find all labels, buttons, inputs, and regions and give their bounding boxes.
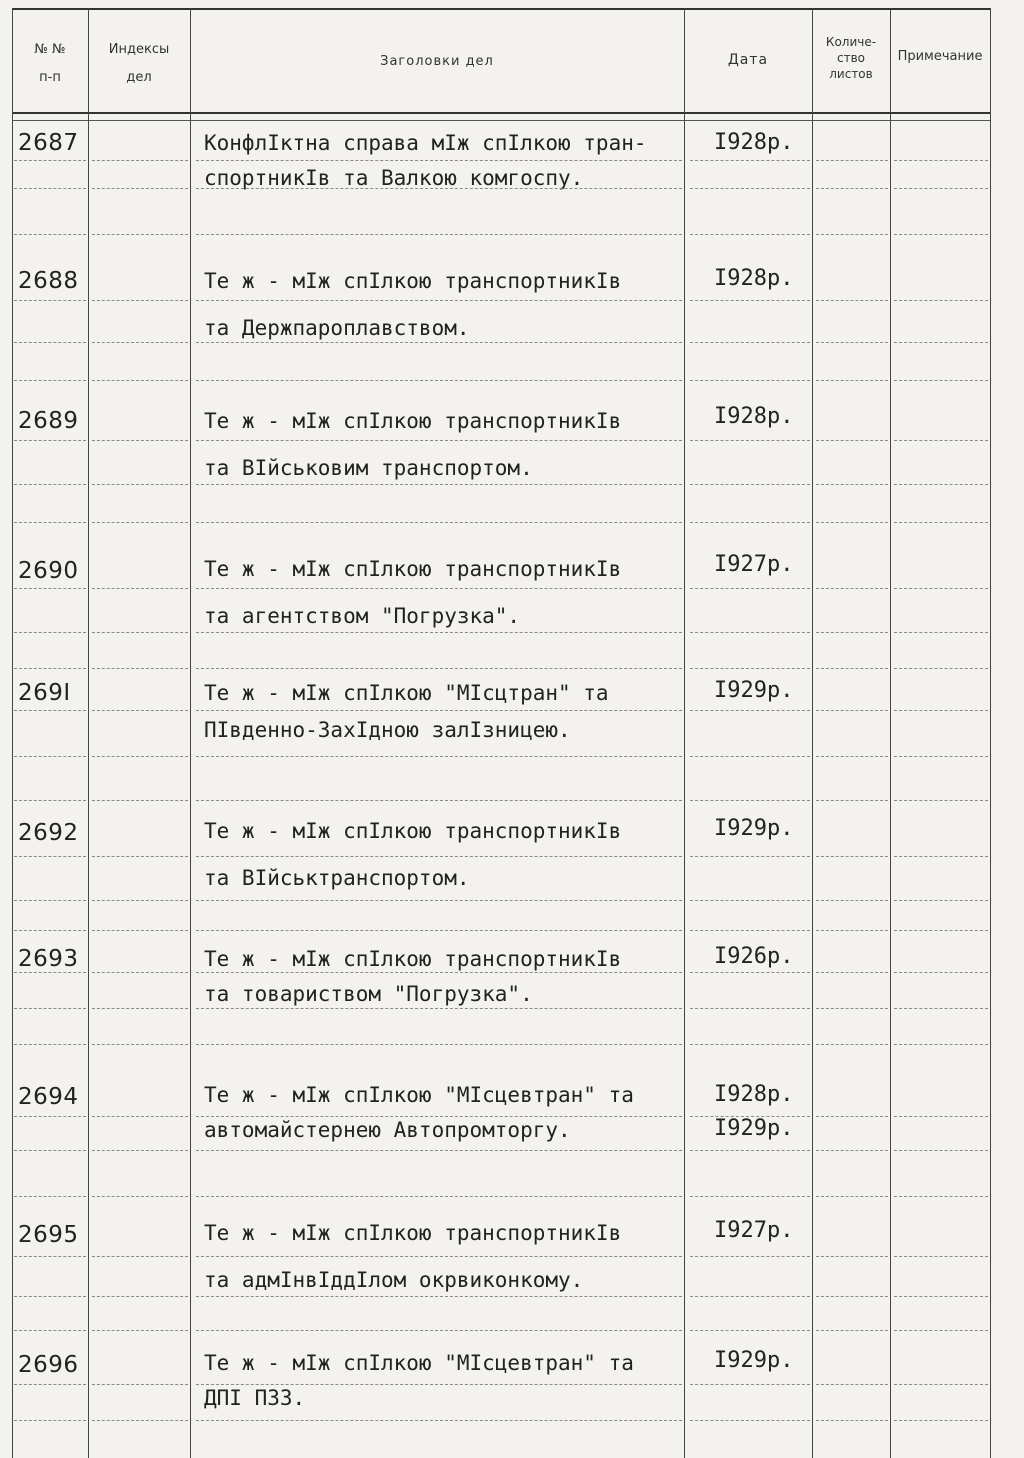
guideline — [690, 1196, 810, 1197]
guideline — [92, 1196, 188, 1197]
guideline — [92, 1420, 188, 1421]
row-title — [204, 1072, 694, 1154]
guideline — [816, 440, 888, 441]
guideline — [196, 1330, 682, 1331]
guideline — [690, 710, 810, 711]
guideline — [196, 756, 682, 757]
guideline — [92, 856, 188, 857]
guideline — [92, 756, 188, 757]
row-date-1: I927р. — [714, 1218, 794, 1243]
guideline — [92, 900, 188, 901]
guideline — [196, 930, 682, 931]
guideline — [690, 668, 810, 669]
guideline — [14, 342, 86, 343]
row-date-1: I927р. — [714, 552, 794, 577]
guideline — [894, 1330, 988, 1331]
row-number: 2689 — [18, 408, 79, 434]
guideline — [14, 300, 86, 301]
guideline — [690, 440, 810, 441]
row-date — [714, 1344, 793, 1378]
guideline — [196, 1420, 682, 1421]
guideline — [690, 522, 810, 523]
row-date — [714, 1214, 793, 1248]
guideline — [690, 1330, 810, 1331]
guideline — [816, 1296, 888, 1297]
guideline — [816, 632, 888, 633]
guideline — [816, 668, 888, 669]
row-title-line1: Те ж - мIж спIлкою транспортникIв — [204, 947, 622, 971]
row-title-line2: та агентством "Погрузка". — [204, 604, 521, 628]
guideline — [690, 1150, 810, 1151]
guideline — [14, 930, 86, 931]
guideline — [196, 1384, 682, 1385]
guideline — [690, 1256, 810, 1257]
guideline — [14, 1044, 86, 1045]
guideline — [894, 1256, 988, 1257]
guideline — [816, 522, 888, 523]
guideline — [14, 1384, 86, 1385]
column-border — [12, 8, 13, 1458]
column-border — [812, 8, 813, 1458]
row-title-line2: ПIвденно-ЗахIдною залIзницею. — [204, 718, 571, 742]
guideline — [894, 972, 988, 973]
row-number: 2687 — [18, 130, 79, 156]
guideline — [894, 160, 988, 161]
row-title-line1: Те ж - мIж спIлкою транспортникIв — [204, 1221, 622, 1245]
guideline — [690, 588, 810, 589]
guideline — [92, 1116, 188, 1117]
guideline — [14, 188, 86, 189]
guideline — [196, 160, 682, 161]
header-index — [90, 40, 188, 88]
guideline — [894, 1420, 988, 1421]
row-date-2: I929р. — [714, 1116, 794, 1141]
guideline — [92, 1330, 188, 1331]
guideline — [14, 160, 86, 161]
row-date-1: I929р. — [714, 678, 794, 703]
row-title — [204, 1210, 694, 1304]
guideline — [92, 1384, 188, 1385]
guideline — [92, 800, 188, 801]
guideline — [894, 300, 988, 301]
guideline — [196, 300, 682, 301]
guideline — [816, 1420, 888, 1421]
guideline — [196, 1296, 682, 1297]
guideline — [196, 1256, 682, 1257]
guideline — [196, 1196, 682, 1197]
guideline — [894, 1196, 988, 1197]
guideline — [14, 856, 86, 857]
guideline — [690, 756, 810, 757]
guideline — [92, 188, 188, 189]
row-title-line2: спортникIв та Валкою комгоспу. — [204, 166, 584, 190]
guideline — [196, 588, 682, 589]
guideline — [196, 188, 682, 189]
guideline — [14, 1420, 86, 1421]
column-border — [990, 8, 991, 1458]
row-title-line1: КонфлIктна справа мIж спIлкою тран- — [204, 131, 647, 155]
row-title — [204, 670, 694, 754]
guideline — [196, 1116, 682, 1117]
header-index-line2: дел — [126, 70, 152, 86]
guideline — [894, 756, 988, 757]
guideline — [196, 234, 682, 235]
row-date-1: I928р. — [714, 130, 794, 155]
guideline — [92, 1256, 188, 1257]
header-number — [12, 40, 88, 88]
guideline — [816, 1384, 888, 1385]
guideline — [816, 1196, 888, 1197]
guideline — [690, 972, 810, 973]
guideline — [14, 632, 86, 633]
guideline — [196, 440, 682, 441]
guideline — [14, 234, 86, 235]
header-title: Заголовки дел — [380, 54, 494, 69]
guideline — [894, 1116, 988, 1117]
row-title — [204, 1340, 694, 1422]
guideline — [894, 234, 988, 235]
guideline — [816, 234, 888, 235]
guideline — [92, 484, 188, 485]
header-number-line2: п-п — [39, 70, 61, 86]
guideline — [690, 856, 810, 857]
guideline — [894, 710, 988, 711]
guideline — [92, 710, 188, 711]
row-title-line2: автомайстернею Автопромторгу. — [204, 1118, 571, 1142]
guideline — [690, 380, 810, 381]
guideline — [14, 484, 86, 485]
guideline — [196, 380, 682, 381]
header-index-line1: Индексы — [108, 42, 170, 57]
guideline — [14, 588, 86, 589]
guideline — [690, 1116, 810, 1117]
guideline — [894, 342, 988, 343]
guideline — [816, 856, 888, 857]
row-date — [714, 812, 793, 846]
header-count-line3: листов — [829, 67, 873, 82]
guideline — [816, 342, 888, 343]
guideline — [14, 1196, 86, 1197]
guideline — [92, 972, 188, 973]
row-number: 2692 — [18, 820, 79, 846]
guideline — [92, 1044, 188, 1045]
row-date-1: I928р. — [714, 266, 794, 291]
guideline — [196, 972, 682, 973]
guideline — [894, 440, 988, 441]
row-title-line2: ДПI П33. — [204, 1386, 306, 1410]
row-date-1: I926р. — [714, 944, 794, 969]
guideline — [196, 900, 682, 901]
row-title — [204, 808, 694, 902]
guideline — [92, 440, 188, 441]
guideline — [14, 668, 86, 669]
guideline — [816, 160, 888, 161]
guideline — [14, 1296, 86, 1297]
row-title-line2: та адмIнвIддIлом окрвиконкому. — [204, 1268, 584, 1292]
header-note: Примечание — [897, 49, 983, 64]
guideline — [196, 484, 682, 485]
guideline — [92, 1008, 188, 1009]
guideline — [690, 1384, 810, 1385]
guideline — [816, 1150, 888, 1151]
row-number: 2693 — [18, 946, 79, 972]
guideline — [690, 342, 810, 343]
row-date — [714, 674, 793, 708]
guideline — [690, 188, 810, 189]
guideline — [14, 900, 86, 901]
guideline — [92, 668, 188, 669]
row-title — [204, 258, 694, 352]
guideline — [14, 710, 86, 711]
guideline — [690, 632, 810, 633]
guideline — [690, 300, 810, 301]
guideline — [690, 160, 810, 161]
guideline — [894, 1008, 988, 1009]
guideline — [816, 800, 888, 801]
guideline — [14, 522, 86, 523]
guideline — [894, 588, 988, 589]
guideline — [816, 1008, 888, 1009]
row-number: 2696 — [18, 1352, 79, 1378]
guideline — [894, 1296, 988, 1297]
row-title-line2: та ВIйськтранспортом. — [204, 866, 470, 890]
header-count-line2: ство — [836, 51, 865, 66]
guideline — [894, 856, 988, 857]
guideline — [92, 380, 188, 381]
column-border — [190, 8, 191, 1458]
row-number: 2690 — [18, 558, 79, 584]
guideline — [816, 300, 888, 301]
guideline — [690, 800, 810, 801]
guideline — [894, 668, 988, 669]
row-title-line2: та Держпароплавством. — [204, 316, 470, 340]
guideline — [894, 484, 988, 485]
guideline — [894, 380, 988, 381]
guideline — [894, 188, 988, 189]
column-border — [890, 8, 891, 1458]
guideline — [92, 234, 188, 235]
guideline — [196, 1008, 682, 1009]
row-date — [714, 940, 793, 974]
row-title-line2: та ВIйськовим транспортом. — [204, 456, 533, 480]
guideline — [14, 380, 86, 381]
guideline — [14, 1008, 86, 1009]
guideline — [816, 710, 888, 711]
guideline — [894, 1044, 988, 1045]
row-number: 269I — [18, 680, 71, 706]
guideline — [92, 522, 188, 523]
row-title — [204, 936, 694, 1018]
guideline — [92, 1296, 188, 1297]
guideline — [894, 800, 988, 801]
guideline — [196, 1150, 682, 1151]
row-date — [714, 400, 793, 434]
header-sheet-count — [812, 34, 890, 83]
header-bottom-border — [12, 112, 990, 114]
guideline — [816, 1116, 888, 1117]
row-date-1: I928р. — [714, 404, 794, 429]
row-date — [714, 1078, 793, 1146]
row-date — [714, 126, 793, 160]
column-border — [88, 8, 89, 1458]
row-number: 2688 — [18, 268, 79, 294]
row-title-line1: Те ж - мIж спIлкою "МIсцевтран" та — [204, 1083, 634, 1107]
guideline — [196, 856, 682, 857]
guideline — [894, 522, 988, 523]
row-date-1: I929р. — [714, 1348, 794, 1373]
header-date: Дата — [727, 52, 769, 68]
guideline — [816, 588, 888, 589]
row-title — [204, 546, 694, 640]
row-number: 2694 — [18, 1084, 79, 1110]
table-top-border — [12, 8, 990, 10]
guideline — [690, 1044, 810, 1045]
guideline — [816, 1330, 888, 1331]
guideline — [816, 900, 888, 901]
guideline — [894, 632, 988, 633]
row-title-line1: Те ж - мIж спIлкою "МIсцтран" та — [204, 681, 609, 705]
guideline — [14, 1256, 86, 1257]
guideline — [196, 710, 682, 711]
guideline — [14, 440, 86, 441]
guideline — [196, 800, 682, 801]
guideline — [690, 1008, 810, 1009]
guideline — [690, 484, 810, 485]
guideline — [894, 930, 988, 931]
guideline — [816, 380, 888, 381]
guideline — [196, 632, 682, 633]
guideline — [816, 1256, 888, 1257]
guideline — [690, 234, 810, 235]
guideline — [14, 1116, 86, 1117]
guideline — [196, 342, 682, 343]
guideline — [196, 522, 682, 523]
guideline — [196, 668, 682, 669]
row-title-line2: та товариством "Погрузка". — [204, 982, 533, 1006]
header-count-line1: Количе- — [825, 35, 877, 49]
guideline — [92, 342, 188, 343]
row-title-line1: Те ж - мIж спIлкою "МIсцевтран" та — [204, 1351, 634, 1375]
row-title-line1: Те ж - мIж спIлкою транспортникIв — [204, 819, 622, 843]
guideline — [894, 1150, 988, 1151]
guideline — [92, 588, 188, 589]
row-title-line1: Те ж - мIж спIлкою транспортникIв — [204, 557, 622, 581]
guideline — [14, 972, 86, 973]
guideline — [816, 188, 888, 189]
guideline — [894, 1384, 988, 1385]
row-date-1: I929р. — [714, 816, 794, 841]
row-title — [204, 398, 694, 492]
row-title-line1: Те ж - мIж спIлкою транспортникIв — [204, 409, 622, 433]
guideline — [14, 800, 86, 801]
row-title — [204, 120, 694, 202]
guideline — [92, 930, 188, 931]
row-number: 2695 — [18, 1222, 79, 1248]
guideline — [816, 756, 888, 757]
guideline — [14, 1330, 86, 1331]
row-date-1: I928р. — [714, 1082, 794, 1107]
guideline — [14, 756, 86, 757]
guideline — [816, 972, 888, 973]
row-title-line1: Те ж - мIж спIлкою транспортникIв — [204, 269, 622, 293]
guideline — [816, 484, 888, 485]
guideline — [690, 1420, 810, 1421]
guideline — [92, 300, 188, 301]
guideline — [690, 900, 810, 901]
guideline — [816, 930, 888, 931]
guideline — [92, 160, 188, 161]
guideline — [816, 1044, 888, 1045]
guideline — [196, 1044, 682, 1045]
header-number-line1: № № — [34, 42, 66, 57]
row-date — [714, 262, 793, 296]
row-date — [714, 548, 793, 582]
guideline — [14, 1150, 86, 1151]
guideline — [92, 1150, 188, 1151]
guideline — [894, 900, 988, 901]
guideline — [690, 930, 810, 931]
guideline — [92, 632, 188, 633]
guideline — [690, 1296, 810, 1297]
